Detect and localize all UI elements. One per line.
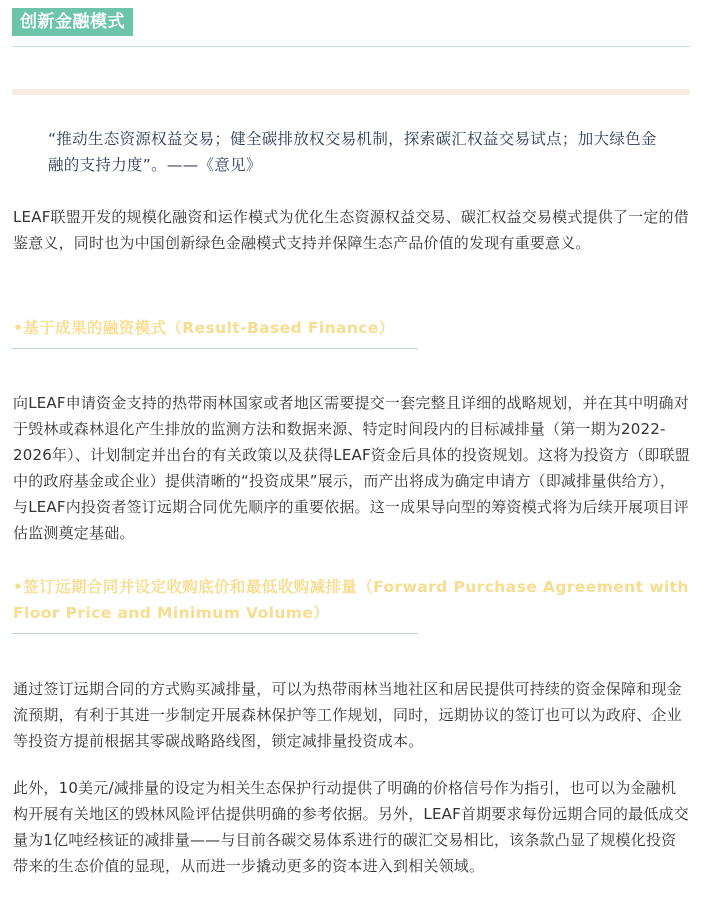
section-title-tag: 创新金融模式 <box>12 8 133 36</box>
forward-contract-paragraph: 通过签订远期合同的方式购买减排量，可以为热带雨林当地社区和居民提供可持续的资金保障和现金流预期，有利于其进一步制定开展森林保护等工作规划，同时，远期协议的签订也可以为政府、企业等投资方提前根据其零碳战略路线图，锁定减排量投资成本。 <box>13 680 682 750</box>
subheading-divider <box>12 348 418 349</box>
result-based-finance-paragraph: 向LEAF申请资金支持的热带雨林国家或者地区需要提交一套完整且详细的战略规划，并在其中明确对于毁林或森林退化产生排放的监测方法和数据来源、特定时间段内的目标减排量（第一期为2022-2026年）、计划制定并出台的有关政策以及获得LEAF资金后具体的投资规划。这将为投资方（即联盟中的政府基金或企业）提供清晰的“投资成果”展示，而产出将成为确定申请方（即减排量供给方），与LEAF内投资者签订远期合同优先顺序的重要依据。这一成果导向型的筹资模式将为后续开展项目评估监测奠定基础。 <box>13 394 691 542</box>
section-header <box>12 8 690 36</box>
section-divider <box>12 46 690 47</box>
subheading-forward-purchase: •签订远期合同并设定收购底价和最低收购减排量（Forward Purchase Agreement with Floor Price and Minimum Volume） <box>13 578 689 622</box>
decorative-bar <box>12 89 690 95</box>
policy-quote: “推动生态资源权益交易；健全碳排放权交易机制，探索碳汇权益交易试点；加大绿色金融的支持力度”。——《意见》 <box>48 130 657 174</box>
intro-paragraph: LEAF联盟开发的规模化融资和运作模式为优化生态资源权益交易、碳汇权益交易模式提供了一定的借鉴意义，同时也为中国创新绿色金融模式支持并保障生态产品价值的发现有重要意义。 <box>13 208 689 252</box>
subheading-divider <box>12 633 418 634</box>
subheading-result-based-finance: •基于成果的融资模式（Result-Based Finance） <box>13 319 395 337</box>
price-signal-paragraph: 此外，10美元/减排量的设定为相关生态保护行动提供了明确的价格信号作为指引，也可以为金融机构开展有关地区的毁林风险评估提供明确的参考依据。另外，LEAF首期要求每份远期合同的最低成交量为1亿吨经核证的减排量——与目前各碳交易体系进行的碳汇交易相比，该条款凸显了规模化投资带来的生态价值的显现，从而进一步撬动更多的资本进入到相关领域。 <box>13 779 689 875</box>
